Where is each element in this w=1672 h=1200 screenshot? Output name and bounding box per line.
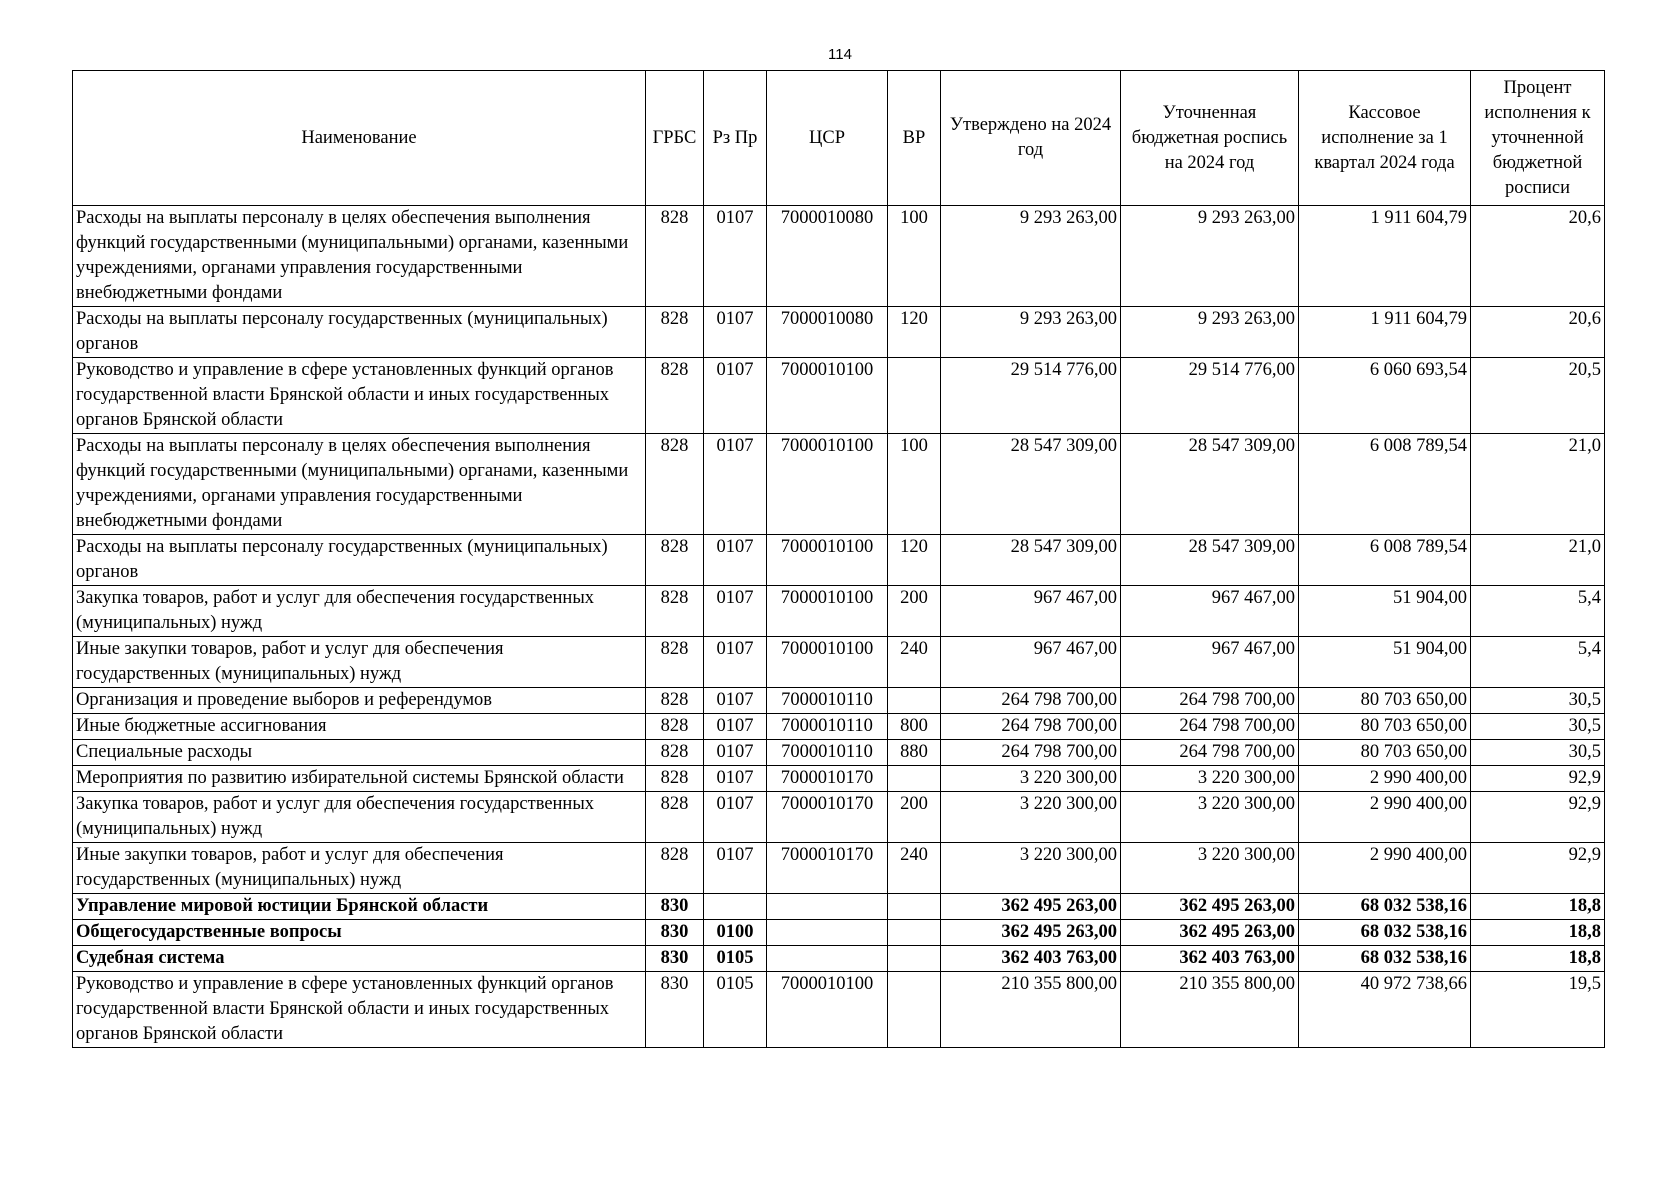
- cell-vr: 880: [888, 740, 941, 766]
- cell-approved: 362 495 263,00: [941, 920, 1121, 946]
- cell-rzpr: 0107: [704, 358, 767, 434]
- cell-vr: [888, 766, 941, 792]
- budget-table: [72, 70, 1605, 1048]
- cell-refined: 362 495 263,00: [1121, 894, 1299, 920]
- cell-name: Управление мировой юстиции Брянской области: [73, 894, 646, 920]
- table-row: [73, 766, 1605, 792]
- cell-cash: 1 911 604,79: [1299, 307, 1471, 358]
- cell-grbs: 828: [646, 358, 704, 434]
- header-csr: ЦСР: [767, 71, 888, 206]
- cell-name: Расходы на выплаты персоналу в целях обеспечения выполнения функций государственными (муниципальными) органами, казенными учреждениями, органами управления государственными внебюджетными фондами: [73, 206, 646, 307]
- cell-grbs: 828: [646, 714, 704, 740]
- cell-cash: 80 703 650,00: [1299, 714, 1471, 740]
- table-row: [73, 358, 1605, 434]
- cell-approved: 29 514 776,00: [941, 358, 1121, 434]
- header-vr: ВР: [888, 71, 941, 206]
- cell-approved: 9 293 263,00: [941, 307, 1121, 358]
- cell-refined: 28 547 309,00: [1121, 434, 1299, 535]
- cell-vr: [888, 358, 941, 434]
- cell-rzpr: 0107: [704, 688, 767, 714]
- header-grbs: ГРБС: [646, 71, 704, 206]
- cell-percent: 18,8: [1471, 920, 1605, 946]
- cell-cash: 6 060 693,54: [1299, 358, 1471, 434]
- cell-percent: 21,0: [1471, 434, 1605, 535]
- cell-percent: 19,5: [1471, 972, 1605, 1048]
- cell-cash: 2 990 400,00: [1299, 766, 1471, 792]
- header-percent: Процент исполнения к уточненной бюджетной росписи: [1471, 71, 1605, 206]
- header-approved: Утверждено на 2024 год: [941, 71, 1121, 206]
- cell-approved: 362 403 763,00: [941, 946, 1121, 972]
- cell-vr: [888, 894, 941, 920]
- cell-grbs: 830: [646, 920, 704, 946]
- cell-approved: 264 798 700,00: [941, 740, 1121, 766]
- cell-approved: 264 798 700,00: [941, 714, 1121, 740]
- cell-csr: 7000010080: [767, 307, 888, 358]
- cell-vr: [888, 688, 941, 714]
- table-row: [73, 586, 1605, 637]
- cell-name: Иные закупки товаров, работ и услуг для обеспечения государственных (муниципальных) нужд: [73, 637, 646, 688]
- cell-vr: 120: [888, 535, 941, 586]
- cell-percent: 30,5: [1471, 740, 1605, 766]
- cell-name: Расходы на выплаты персоналу государственных (муниципальных) органов: [73, 307, 646, 358]
- cell-grbs: 828: [646, 586, 704, 637]
- cell-name: Закупка товаров, работ и услуг для обеспечения государственных (муниципальных) нужд: [73, 792, 646, 843]
- cell-refined: 264 798 700,00: [1121, 740, 1299, 766]
- cell-percent: 92,9: [1471, 792, 1605, 843]
- cell-rzpr: 0107: [704, 740, 767, 766]
- cell-approved: 264 798 700,00: [941, 688, 1121, 714]
- cell-csr: [767, 946, 888, 972]
- cell-approved: 28 547 309,00: [941, 535, 1121, 586]
- cell-refined: 3 220 300,00: [1121, 766, 1299, 792]
- cell-refined: 9 293 263,00: [1121, 307, 1299, 358]
- cell-grbs: 830: [646, 894, 704, 920]
- cell-cash: 51 904,00: [1299, 586, 1471, 637]
- cell-cash: 80 703 650,00: [1299, 740, 1471, 766]
- cell-percent: 18,8: [1471, 894, 1605, 920]
- table-row: [73, 307, 1605, 358]
- cell-percent: 20,6: [1471, 206, 1605, 307]
- cell-name: Расходы на выплаты персоналу в целях обеспечения выполнения функций государственными (муниципальными) органами, казенными учреждениями, органами управления государственными внебюджетными фондами: [73, 434, 646, 535]
- cell-rzpr: 0100: [704, 920, 767, 946]
- cell-refined: 362 403 763,00: [1121, 946, 1299, 972]
- cell-cash: 68 032 538,16: [1299, 894, 1471, 920]
- cell-name: Мероприятия по развитию избирательной системы Брянской области: [73, 766, 646, 792]
- cell-rzpr: 0107: [704, 434, 767, 535]
- header-row: [73, 71, 1605, 206]
- cell-grbs: 828: [646, 792, 704, 843]
- cell-vr: 200: [888, 586, 941, 637]
- table-row: [73, 843, 1605, 894]
- cell-cash: 1 911 604,79: [1299, 206, 1471, 307]
- cell-refined: 967 467,00: [1121, 586, 1299, 637]
- cell-cash: 68 032 538,16: [1299, 946, 1471, 972]
- cell-csr: 7000010170: [767, 843, 888, 894]
- cell-percent: 20,6: [1471, 307, 1605, 358]
- cell-csr: 7000010100: [767, 535, 888, 586]
- cell-csr: 7000010100: [767, 586, 888, 637]
- cell-grbs: 828: [646, 206, 704, 307]
- table-row: [73, 972, 1605, 1048]
- table-row: [73, 792, 1605, 843]
- cell-cash: 6 008 789,54: [1299, 434, 1471, 535]
- cell-grbs: 828: [646, 766, 704, 792]
- cell-approved: 3 220 300,00: [941, 843, 1121, 894]
- cell-percent: 30,5: [1471, 714, 1605, 740]
- cell-approved: 362 495 263,00: [941, 894, 1121, 920]
- cell-csr: 7000010100: [767, 972, 888, 1048]
- cell-refined: 29 514 776,00: [1121, 358, 1299, 434]
- cell-grbs: 828: [646, 740, 704, 766]
- cell-grbs: 828: [646, 535, 704, 586]
- cell-percent: 92,9: [1471, 843, 1605, 894]
- cell-rzpr: 0107: [704, 206, 767, 307]
- table-row: [73, 206, 1605, 307]
- cell-rzpr: 0107: [704, 766, 767, 792]
- cell-grbs: 828: [646, 637, 704, 688]
- cell-vr: 100: [888, 434, 941, 535]
- cell-percent: 18,8: [1471, 946, 1605, 972]
- table-row: [73, 535, 1605, 586]
- table-row: [73, 740, 1605, 766]
- table-body: [73, 206, 1605, 1048]
- header-cash: Кассовое исполнение за 1 квартал 2024 года: [1299, 71, 1471, 206]
- cell-refined: 264 798 700,00: [1121, 688, 1299, 714]
- cell-rzpr: 0107: [704, 307, 767, 358]
- cell-csr: 7000010110: [767, 714, 888, 740]
- cell-vr: [888, 972, 941, 1048]
- cell-approved: 967 467,00: [941, 586, 1121, 637]
- cell-rzpr: 0107: [704, 535, 767, 586]
- cell-cash: 68 032 538,16: [1299, 920, 1471, 946]
- cell-rzpr: 0105: [704, 972, 767, 1048]
- table-row: [73, 714, 1605, 740]
- cell-name: Иные закупки товаров, работ и услуг для обеспечения государственных (муниципальных) нужд: [73, 843, 646, 894]
- cell-grbs: 828: [646, 307, 704, 358]
- cell-approved: 967 467,00: [941, 637, 1121, 688]
- cell-grbs: 828: [646, 434, 704, 535]
- cell-percent: 30,5: [1471, 688, 1605, 714]
- table-row: [73, 920, 1605, 946]
- cell-refined: 9 293 263,00: [1121, 206, 1299, 307]
- cell-percent: 21,0: [1471, 535, 1605, 586]
- cell-csr: 7000010170: [767, 766, 888, 792]
- cell-grbs: 828: [646, 688, 704, 714]
- table-row: [73, 434, 1605, 535]
- cell-rzpr: 0105: [704, 946, 767, 972]
- cell-name: Иные бюджетные ассигнования: [73, 714, 646, 740]
- cell-grbs: 828: [646, 843, 704, 894]
- cell-rzpr: 0107: [704, 637, 767, 688]
- cell-refined: 264 798 700,00: [1121, 714, 1299, 740]
- header-name: Наименование: [73, 71, 646, 206]
- cell-approved: 9 293 263,00: [941, 206, 1121, 307]
- cell-name: Общегосударственные вопросы: [73, 920, 646, 946]
- cell-vr: 100: [888, 206, 941, 307]
- cell-vr: 200: [888, 792, 941, 843]
- cell-name: Закупка товаров, работ и услуг для обеспечения государственных (муниципальных) нужд: [73, 586, 646, 637]
- cell-cash: 6 008 789,54: [1299, 535, 1471, 586]
- table-row: [73, 946, 1605, 972]
- cell-approved: 3 220 300,00: [941, 766, 1121, 792]
- cell-vr: [888, 946, 941, 972]
- cell-percent: 5,4: [1471, 637, 1605, 688]
- cell-csr: [767, 920, 888, 946]
- cell-rzpr: 0107: [704, 714, 767, 740]
- cell-csr: 7000010100: [767, 358, 888, 434]
- cell-vr: [888, 920, 941, 946]
- cell-name: Расходы на выплаты персоналу государственных (муниципальных) органов: [73, 535, 646, 586]
- cell-name: Руководство и управление в сфере установленных функций органов государственной власти Брянской области и иных государственных органов Брянской области: [73, 358, 646, 434]
- cell-cash: 40 972 738,66: [1299, 972, 1471, 1048]
- cell-approved: 3 220 300,00: [941, 792, 1121, 843]
- cell-csr: 7000010110: [767, 740, 888, 766]
- cell-rzpr: 0107: [704, 586, 767, 637]
- cell-csr: 7000010080: [767, 206, 888, 307]
- cell-vr: 800: [888, 714, 941, 740]
- cell-cash: 51 904,00: [1299, 637, 1471, 688]
- header-rzpr: Рз Пр: [704, 71, 767, 206]
- cell-cash: 2 990 400,00: [1299, 792, 1471, 843]
- cell-percent: 92,9: [1471, 766, 1605, 792]
- cell-cash: 80 703 650,00: [1299, 688, 1471, 714]
- cell-grbs: 830: [646, 946, 704, 972]
- cell-cash: 2 990 400,00: [1299, 843, 1471, 894]
- cell-approved: 28 547 309,00: [941, 434, 1121, 535]
- cell-name: Руководство и управление в сфере установленных функций органов государственной власти Брянской области и иных государственных органов Брянской области: [73, 972, 646, 1048]
- header-refined: Уточненная бюджетная роспись на 2024 год: [1121, 71, 1299, 206]
- table-row: [73, 688, 1605, 714]
- cell-name: Специальные расходы: [73, 740, 646, 766]
- cell-refined: 967 467,00: [1121, 637, 1299, 688]
- table-row: [73, 637, 1605, 688]
- cell-csr: [767, 894, 888, 920]
- cell-refined: 28 547 309,00: [1121, 535, 1299, 586]
- cell-refined: 3 220 300,00: [1121, 843, 1299, 894]
- cell-refined: 3 220 300,00: [1121, 792, 1299, 843]
- cell-name: Судебная система: [73, 946, 646, 972]
- cell-rzpr: 0107: [704, 843, 767, 894]
- cell-name: Организация и проведение выборов и референдумов: [73, 688, 646, 714]
- page-number: 114: [828, 46, 852, 63]
- cell-percent: 5,4: [1471, 586, 1605, 637]
- cell-vr: 240: [888, 843, 941, 894]
- cell-csr: 7000010170: [767, 792, 888, 843]
- cell-vr: 240: [888, 637, 941, 688]
- cell-csr: 7000010100: [767, 637, 888, 688]
- cell-refined: 362 495 263,00: [1121, 920, 1299, 946]
- cell-rzpr: 0107: [704, 792, 767, 843]
- cell-percent: 20,5: [1471, 358, 1605, 434]
- table-row: [73, 894, 1605, 920]
- cell-vr: 120: [888, 307, 941, 358]
- cell-approved: 210 355 800,00: [941, 972, 1121, 1048]
- cell-rzpr: [704, 894, 767, 920]
- cell-grbs: 830: [646, 972, 704, 1048]
- cell-csr: 7000010110: [767, 688, 888, 714]
- cell-csr: 7000010100: [767, 434, 888, 535]
- cell-refined: 210 355 800,00: [1121, 972, 1299, 1048]
